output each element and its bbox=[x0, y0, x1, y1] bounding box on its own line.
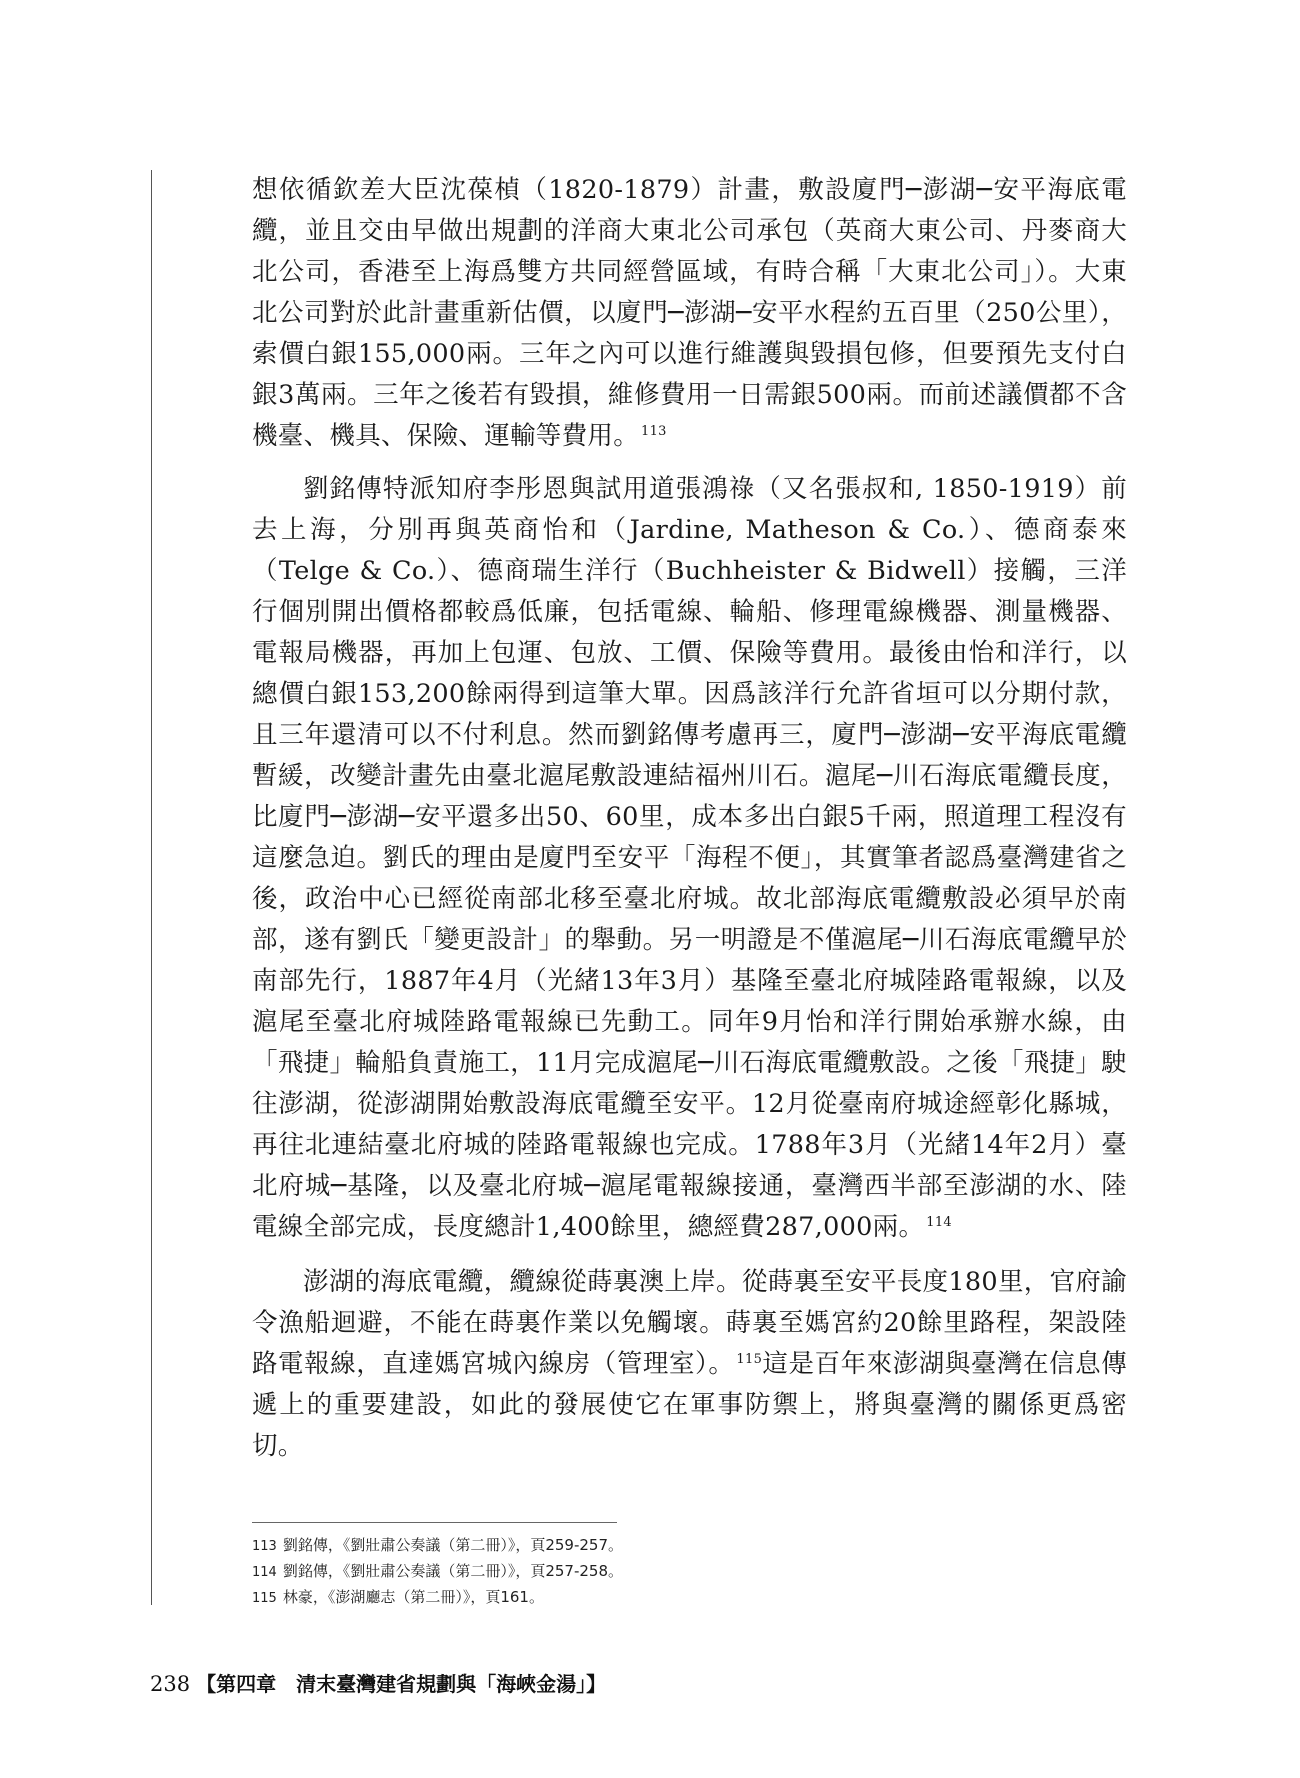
paragraph-text: 這是百年來澎湖與臺灣在信息傳遞上的重要建設，如此的發展使它在軍事防禦上，將與臺灣的關係更爲密切。 bbox=[252, 1349, 1128, 1461]
paragraph-1 bbox=[252, 170, 1127, 457]
footnote-ref-115[interactable]: 115 bbox=[736, 1351, 763, 1367]
footnote-115 bbox=[252, 1584, 1072, 1610]
footnote-ref-114[interactable]: 114 bbox=[926, 1214, 952, 1230]
margin-rule bbox=[151, 170, 152, 1605]
footnotes bbox=[252, 1532, 1072, 1610]
chapter-title: 【第四章 清末臺灣建省規劃與「海峽金湯」】 bbox=[196, 1672, 607, 1696]
footnote-text: 林豪，《澎湖廳志（第二冊）》，頁161。 bbox=[282, 1588, 544, 1606]
body-text bbox=[252, 170, 1127, 1467]
paragraph-text: 想依循欽差大臣沈葆楨（1820-1879）計畫，敷設廈門─澎湖─安平海底電纜，並且交由早做出規劃的洋商大東北公司承包（英商大東公司、丹麥商大北公司，香港至上海爲雙方共同經營區域，有時合稱「大東北公司」）。大東北公司對於此計畫重新估價，以廈門─澎湖─安平水程約五百里（250公里），索價白銀155,000兩。三年之內可以進行維護與毀損包修，但要預先支付白銀3萬兩。三年之後若有毀損，維修費用一日需銀500兩。而前述議價都不含機臺、機具、保險、運輸等費用。 bbox=[252, 175, 1127, 451]
paragraph-2 bbox=[252, 469, 1127, 1248]
footnote-number: 115 bbox=[252, 1591, 277, 1606]
paragraph-text: 劉銘傳特派知府李彤恩與試用道張鴻祿（又名張叔和, 1850-1919）前去上海，分別再與英商怡和（Jardine, Matheson & Co.）、德商泰來（Telge & Co.）、德商瑞生洋行（Buchheister & Bidwell）接觸，三洋行個別開出價格都較爲低廉，包括電線、輪船、修理電線機器、測量機器、電報局機器，再加上包運、包放、工價、保險等費用。最後由怡和洋行，以總價白銀153,200餘兩得到這筆大單。因爲該洋行允許省垣可以分期付款，且三年還清可以不付利息。然而劉銘傳考慮再三，廈門─澎湖─安平海底電纜暫緩，改變計畫先由臺北滬尾敷設連結福州川石。滬尾─川石海底電纜長度，比廈門─澎湖─安平還多出50、60里，成本多出白銀5千兩，照道理工程沒有這麼急迫。劉氏的理由是廈門至安平「海程不便」，其實筆者認爲臺灣建省之後，政治中心已經從南部北移至臺北府城。故北部海底電纜敷設必須早於南部，遂有劉氏「變更設計」的舉動。另一明證是不僅滬尾─川石海底電纜早於南部先行，1887年4月（光緒13年3月）基隆至臺北府城陸路電報線，以及滬尾至臺北府城陸路電報線已先動工。同年9月怡和洋行開始承辦水線，由「飛捷」輪船負責施工，11月完成滬尾─川石海底電纜敷設。之後「飛捷」駛往澎湖，從澎湖開始敷設海底電纜至安平。12月從臺南府城途經彰化縣城，再往北連結臺北府城的陸路電報線也完成。1788年3月（光緒14年2月）臺北府城─基隆，以及臺北府城─滬尾電報線接通，臺灣西半部至澎湖的水、陸電線全部完成，長度總計1,400餘里，總經費287,000兩。 bbox=[252, 474, 1127, 1242]
footnote-114 bbox=[252, 1558, 1072, 1584]
footnote-number: 114 bbox=[252, 1565, 277, 1580]
page-number: 238 bbox=[150, 1672, 191, 1696]
footnote-text: 劉銘傳，《劉壯肅公奏議（第二冊）》，頁259-257。 bbox=[282, 1536, 624, 1554]
footnote-number: 113 bbox=[252, 1539, 277, 1554]
footnote-ref-113[interactable]: 113 bbox=[641, 423, 667, 439]
footnote-text: 劉銘傳，《劉壯肅公奏議（第二冊）》，頁257-258。 bbox=[282, 1562, 624, 1580]
footnote-separator bbox=[252, 1522, 617, 1523]
paragraph-text: 澎湖的海底電纜，纜線從蒔裏澳上岸。從蒔裏至安平長度180里，官府諭令漁船迴避，不能在蒔裏作業以免觸壞。蒔裏至媽宮約20餘里路程，架設陸路電報線，直達媽宮城內線房（管理室）。 bbox=[252, 1267, 1127, 1379]
paragraph-3 bbox=[252, 1262, 1127, 1467]
footnote-113 bbox=[252, 1532, 1072, 1558]
running-footer bbox=[150, 1668, 606, 1697]
